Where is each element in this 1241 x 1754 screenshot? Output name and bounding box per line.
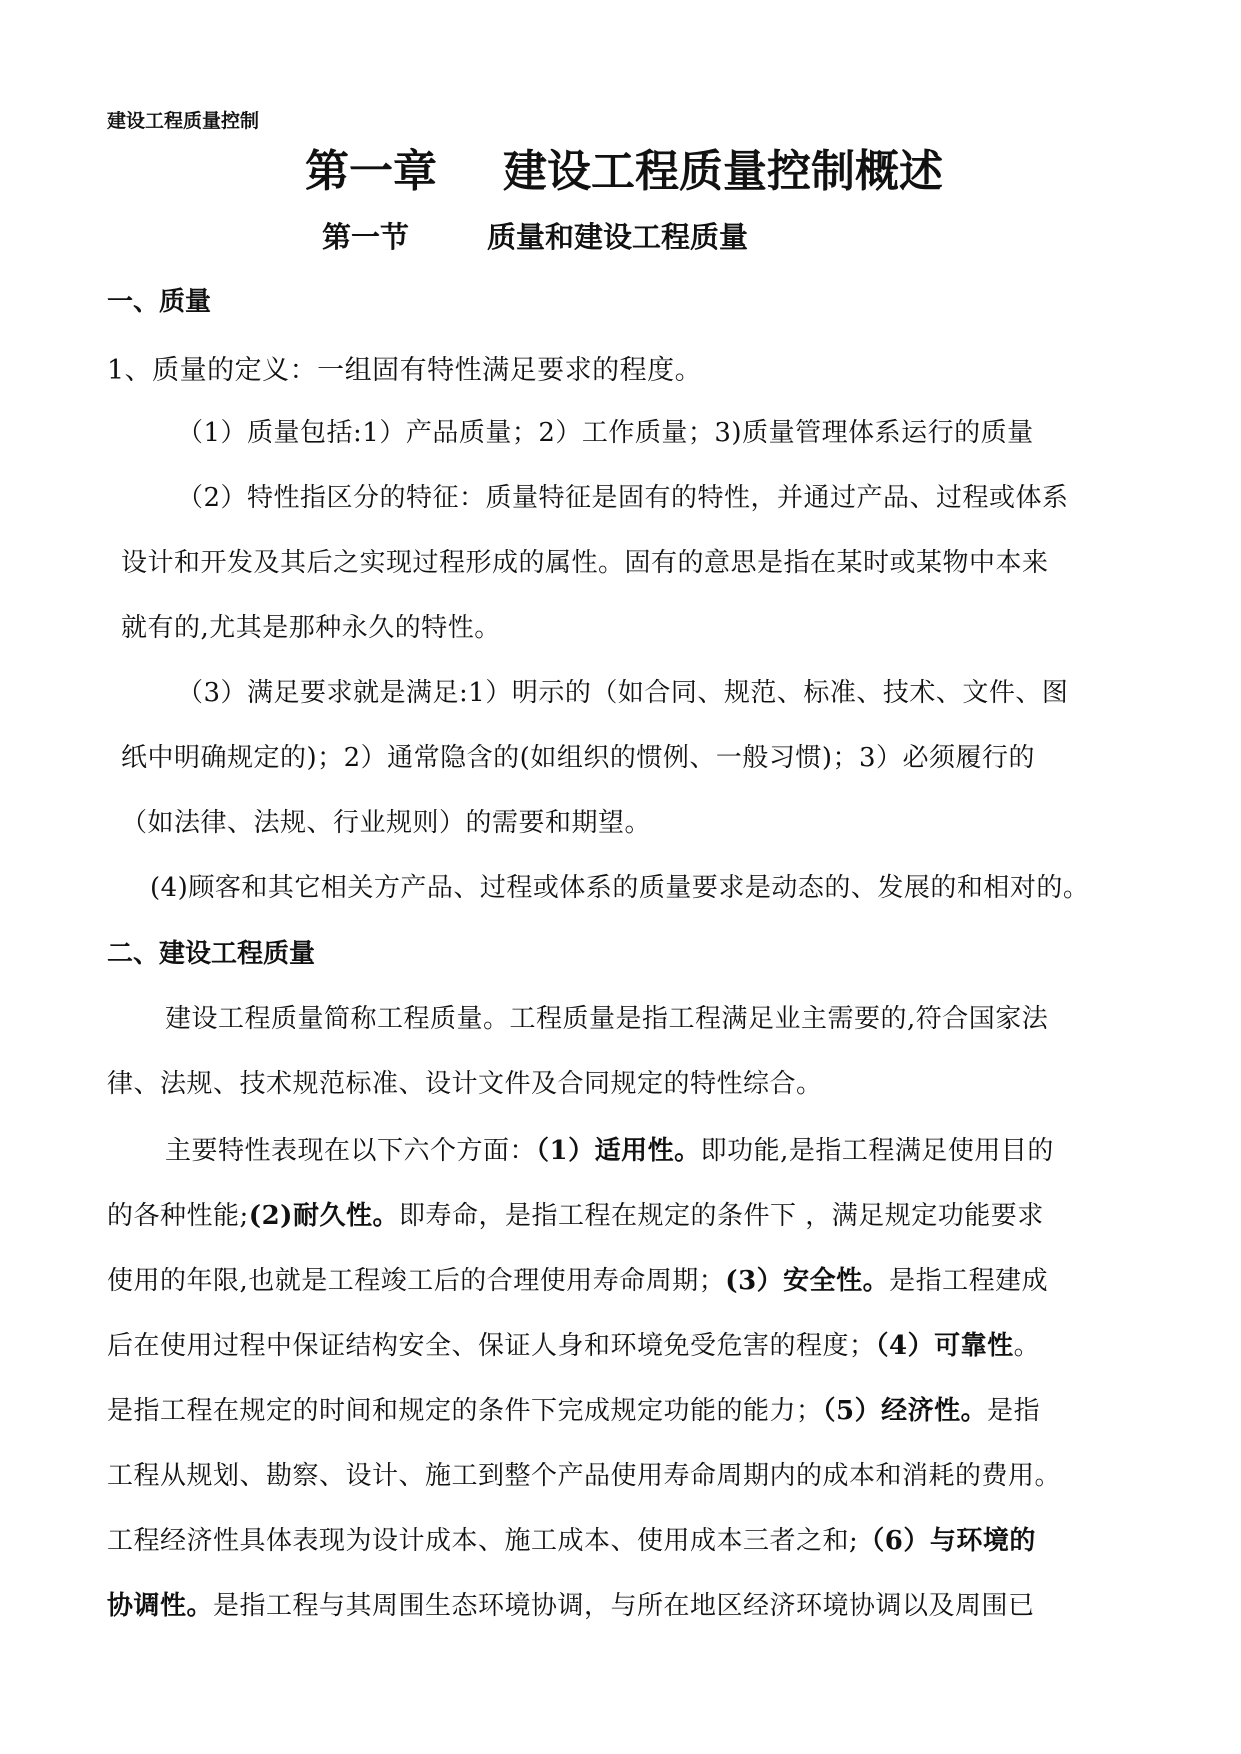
quality-definition: 1、质量的定义：一组固有特性满足要求的程度。 [107, 355, 703, 386]
quality-item-2-line: 设计和开发及其后之实现过程形成的属性。固有的意思是指在某时或某物中本来 [121, 548, 1049, 578]
heading-construction-quality: 二、建设工程质量 [107, 939, 316, 969]
text-run: 是指 [987, 1396, 1041, 1426]
bold-term: (2)耐久性。 [248, 1201, 399, 1231]
bold-term: (3）安全性。 [725, 1266, 890, 1296]
text-run: 即寿命，是指工程在规定的条件下 ，满足规定功能要求 [398, 1201, 1044, 1231]
quality-item-1: （1）质量包括:1）产品质量；2）工作质量；3)质量管理体系运行的质量 [177, 418, 1034, 448]
para1-line: 律、法规、技术规范标准、设计文件及合同规定的特性综合。 [107, 1069, 823, 1099]
text-run: 后在使用过程中保证结构安全、保证人身和环境免受危害的程度； [107, 1331, 876, 1361]
para2-line [165, 1138, 1054, 1164]
quality-item-2-line: 就有的,尤其是那种永久的特性。 [121, 613, 501, 643]
text-run: 是指工程建成 [889, 1266, 1049, 1296]
text-run: 主要特性表现在以下六个方面： [165, 1136, 537, 1166]
chapter-title [305, 146, 943, 197]
quality-item-4: (4)顾客和其它相关方产品、过程或体系的质量要求是动态的、发展的和相对的。 [150, 873, 1090, 903]
text-run: 即功能,是指工程满足使用目的 [700, 1136, 1054, 1166]
text-run: 是指工程在规定的时间和规定的条件下完成规定功能的能力； [107, 1396, 823, 1426]
section-name: 质量和建设工程质量 [487, 220, 749, 254]
bold-term: （4）可靠性 [875, 1331, 1014, 1361]
para1-line: 建设工程质量简称工程质量。工程质量是指工程满足业主需要的,符合国家法 [165, 1004, 1049, 1034]
para2-line [107, 1528, 1036, 1554]
quality-item-3-line: （如法律、法规、行业规则）的需要和期望。 [121, 808, 652, 838]
quality-item-3-line: （3）满足要求就是满足:1）明示的（如合同、规范、标准、技术、文件、图 [177, 678, 1069, 708]
text-run: 使用的年限,也就是工程竣工后的合理使用寿命周期； [107, 1266, 726, 1296]
para2-line [107, 1593, 1035, 1619]
section-title [322, 220, 749, 254]
para2-line [107, 1203, 1044, 1229]
text-run: 工程经济性具体表现为设计成本、施工成本、使用成本三者之和; [107, 1526, 859, 1556]
bold-term: （5）经济性。 [822, 1396, 988, 1426]
bold-term: （1）适用性。 [536, 1136, 701, 1166]
quality-item-2-line: （2）特性指区分的特征：质量特征是固有的特性，并通过产品、过程或体系 [177, 483, 1069, 513]
bold-term: （6）与环境的 [858, 1526, 1036, 1556]
para2-line [107, 1268, 1048, 1294]
chapter-number: 第一章 [305, 146, 437, 197]
chapter-name: 建设工程质量控制概述 [503, 146, 943, 197]
heading-quality: 一、质量 [107, 287, 212, 317]
para2-line [107, 1333, 1040, 1359]
para2-line [107, 1398, 1040, 1424]
text-run: 是指工程与其周围生态环境协调，与所在地区经济环境协调以及周围已 [213, 1591, 1035, 1621]
text-run: 的各种性能; [107, 1201, 249, 1231]
text-run: 。 [1013, 1331, 1041, 1361]
quality-item-3-line: 纸中明确规定的)；2）通常隐含的(如组织的惯例、一般习惯)；3）必须履行的 [121, 743, 1036, 773]
para2-line: 工程从规划、勘察、设计、施工到整个产品使用寿命周期内的成本和消耗的费用。 [107, 1461, 1062, 1491]
bold-term: 协调性。 [107, 1591, 214, 1621]
running-header: 建设工程质量控制 [107, 110, 260, 132]
section-number: 第一节 [322, 220, 410, 254]
